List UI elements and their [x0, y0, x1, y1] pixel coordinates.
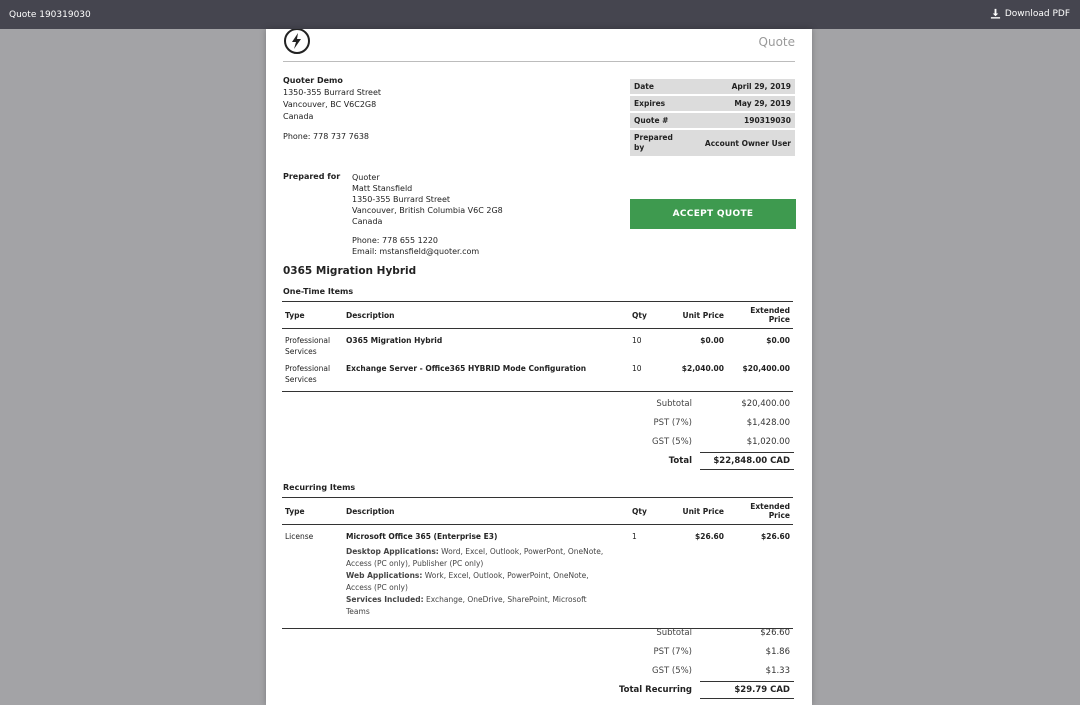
client-address1: 1350-355 Burrard Street — [352, 195, 451, 204]
gst-row — [596, 432, 794, 451]
company-address2: Vancouver, BC V6C2G8 — [283, 100, 377, 109]
web-apps-label: Web Applications: — [346, 571, 423, 580]
web-apps-text: Work, Excel, Outlook, PowerPoint, OneNote, Access (PC only) — [346, 571, 589, 592]
subtotal-label: Subtotal — [656, 627, 692, 638]
gst-row — [596, 661, 794, 680]
cell-extended: $26.60 — [761, 532, 790, 541]
gst-value: $1.33 — [765, 665, 790, 676]
meta-value: Account Owner User — [704, 138, 791, 148]
total-label: Total — [668, 455, 692, 466]
table-row — [282, 525, 793, 629]
client-phone: Phone: 778 655 1220 — [352, 236, 439, 245]
client-email: Email: mstansfield@quoter.com — [352, 247, 480, 256]
table-header-row — [282, 498, 793, 525]
col-unit-price: Unit Price — [682, 506, 724, 516]
gst-value: $1,020.00 — [746, 436, 790, 447]
pst-row — [596, 413, 794, 432]
client-country: Canada — [352, 217, 383, 226]
cell-type: License — [285, 532, 314, 541]
section-title: 0365 Migration Hybrid — [283, 265, 417, 277]
cell-extended: $20,400.00 — [742, 364, 790, 373]
client-company: Quoter — [352, 173, 380, 182]
pst-value: $1.86 — [765, 646, 790, 657]
gst-label: GST (5%) — [652, 436, 692, 447]
subtotal-value: $20,400.00 — [741, 398, 790, 409]
meta-label: Date — [634, 82, 654, 91]
services-label: Services Included: — [346, 595, 424, 604]
meta-value: May 29, 2019 — [734, 99, 791, 108]
document-title: Quote — [758, 35, 795, 49]
subtotal-row — [596, 394, 794, 413]
cell-type: Professional Services — [285, 364, 331, 384]
cell-qty: 10 — [632, 364, 642, 373]
window-title: Quote 190319030 — [9, 10, 91, 20]
company-phone: Phone: 778 737 7638 — [283, 132, 370, 141]
col-qty: Qty — [632, 310, 647, 320]
company-country: Canada — [283, 112, 314, 121]
quote-document — [266, 29, 812, 705]
pst-row — [596, 642, 794, 661]
table-header-row — [282, 302, 793, 329]
total-value: $22,848.00 CAD — [700, 452, 794, 470]
subtotal-row — [596, 623, 794, 642]
item-details — [346, 546, 609, 618]
col-extended-price: Extended Price — [750, 502, 790, 520]
meta-label: Prepared by — [634, 133, 673, 152]
cell-description — [343, 525, 629, 629]
cell-qty: 1 — [632, 532, 637, 541]
download-icon — [990, 8, 1001, 19]
meta-row-date — [630, 79, 795, 94]
one-time-items-table — [282, 301, 793, 392]
col-qty: Qty — [632, 506, 647, 516]
meta-row-expires — [630, 96, 795, 111]
top-bar — [0, 0, 1080, 29]
cell-extended: $0.00 — [766, 336, 790, 345]
meta-row-quote-number — [630, 113, 795, 128]
cell-unit-price: $0.00 — [700, 336, 724, 345]
one-time-totals — [596, 394, 794, 470]
recurring-items-title: Recurring Items — [283, 483, 356, 492]
prepared-for-info — [352, 172, 503, 257]
subtotal-value: $26.60 — [760, 627, 790, 638]
company-address1: 1350-355 Burrard Street — [283, 88, 382, 97]
quote-meta-table — [630, 79, 795, 158]
services-text: Exchange, OneDrive, SharePoint, Microsoft Teams — [346, 595, 587, 616]
total-value: $29.79 CAD — [700, 681, 794, 699]
col-description: Description — [346, 310, 395, 320]
one-time-items-title: One-Time Items — [283, 287, 354, 296]
recurring-items-table — [282, 497, 793, 629]
client-contact: Matt Stansfield — [352, 184, 413, 193]
recurring-totals — [596, 623, 794, 699]
client-address2: Vancouver, British Columbia V6C 2G8 — [352, 206, 503, 215]
prepared-for-label: Prepared for — [283, 172, 341, 181]
total-recurring-row — [596, 680, 794, 699]
download-pdf-label: Download PDF — [1004, 8, 1070, 19]
meta-label: Quote # — [634, 116, 669, 125]
cell-description: O365 Migration Hybrid — [346, 336, 443, 345]
company-info — [283, 75, 381, 143]
total-row — [596, 451, 794, 470]
cell-type: Professional Services — [285, 336, 331, 356]
col-type: Type — [285, 310, 305, 320]
meta-label: Expires — [634, 99, 666, 108]
meta-value: 190319030 — [744, 116, 791, 125]
bolt-logo-icon — [282, 29, 312, 58]
desktop-apps-label: Desktop Applications: — [346, 547, 439, 556]
col-extended-price: Extended Price — [750, 306, 790, 324]
col-unit-price: Unit Price — [682, 310, 724, 320]
meta-row-prepared-by — [630, 130, 795, 156]
download-pdf-button[interactable] — [990, 8, 1070, 19]
item-name: Microsoft Office 365 (Enterprise E3) — [346, 532, 498, 541]
subtotal-label: Subtotal — [656, 398, 692, 409]
table-row — [282, 360, 793, 392]
desktop-apps-text: Word, Excel, Outlook, PowerPont, OneNote, Access (PC only), Publisher (PC only) — [346, 547, 604, 568]
pst-label: PST (7%) — [653, 646, 692, 657]
pst-value: $1,428.00 — [746, 417, 790, 428]
total-label: Total Recurring — [618, 684, 692, 695]
header-divider — [283, 61, 795, 62]
cell-qty: 10 — [632, 336, 642, 345]
cell-unit-price: $2,040.00 — [681, 364, 724, 373]
gst-label: GST (5%) — [652, 665, 692, 676]
meta-value: April 29, 2019 — [731, 82, 791, 91]
table-row — [282, 329, 793, 361]
cell-description: Exchange Server - Office365 HYBRID Mode Configuration — [346, 364, 587, 373]
col-description: Description — [346, 506, 395, 516]
col-type: Type — [285, 506, 305, 516]
accept-quote-button[interactable]: ACCEPT QUOTE — [630, 199, 796, 229]
pst-label: PST (7%) — [653, 417, 692, 428]
cell-unit-price: $26.60 — [695, 532, 724, 541]
company-name: Quoter Demo — [283, 76, 343, 85]
